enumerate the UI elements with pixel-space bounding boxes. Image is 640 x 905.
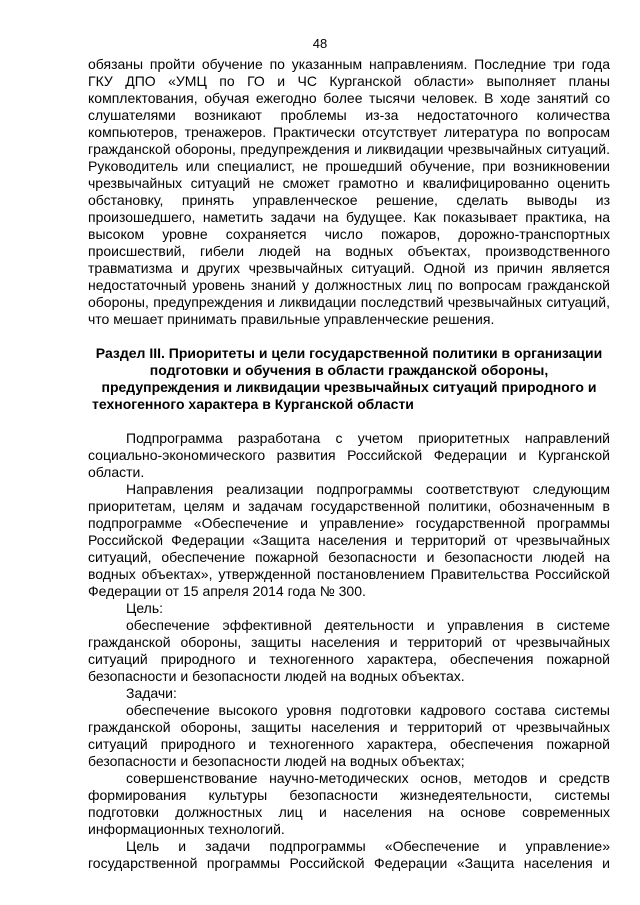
page-content bbox=[88, 56, 610, 872]
paragraph-task-1: обеспечение высокого уровня подготовки кадрового состава системы гражданской обороны, защиты населения и территорий от чрезвычайных ситуаций природного и техногенного характера, обеспечения пожарной безопасности и безопасности людей на водных объектах; bbox=[88, 702, 610, 769]
paragraph-goal-tasks-continuation: Цель и задачи подпрограммы «Обеспечение и управление» государственной программы Российской Федерации «Защита населения и bbox=[88, 838, 610, 871]
section-heading: Раздел III. Приоритеты и цели государственной политики в организации подготовки и обучения в области гражданской обороны, предупреждения и ликвидации чрезвычайных ситуаций природного и техногенного характера в Курганской области bbox=[92, 345, 603, 412]
paragraph-task-2: совершенствование научно-методических основ, методов и средств формирования культуры безопасности жизнедеятельности, системы подготовки должностных лиц и населения на основе современных информационных технологий. bbox=[88, 770, 610, 837]
paragraph-subprogram-basis: Подпрограмма разработана с учетом приоритетных направлений социально-экономического развития Российской Федерации и Курганской области. bbox=[88, 430, 610, 480]
paragraph-goal: обеспечение эффективной деятельности и управления в системе гражданской обороны, защиты населения и территорий от чрезвычайных ситуаций природного и техногенного характера, обеспечения пожарной безопасности и безопасности людей на водных объектах. bbox=[88, 617, 610, 684]
paragraph-intro-continuation: обязаны пройти обучение по указанным направлениям. Последние три года ГКУ ДПО «УМЦ по ГО и ЧС Курганской области» выполняет планы комплектования, обучая ежегодно более тысячи человек. В ходе занятий со слушателями возникают проблемы из-за недостаточного количества компьютеров, тренажеров. Практически отсутствует литература по вопросам гражданской обороны, предупреждения и ликвидации чрезвычайных ситуаций. Руководитель или специалист, не прошедший обучение, при возникновении чрезвычайных ситуаций не сможет грамотно и квалифицированно оценить обстановку, принять управленческое решение, сделать выводы из произошедшего, наметить задачи на будущее. Как показывает практика, на высоком уровне сохраняется число пожаров, дорожно-транспортных происшествий, гибели людей на водных объектах, производственного травматизма и других чрезвычайных ситуаций. Одной из причин является недостаточный уровень знаний у должностных лиц по вопросам гражданской обороны, предупреждения и ликвидации последствий чрезвычайных ситуаций, что мешает принимать правильные управленческие решения. bbox=[88, 56, 610, 327]
label-goal: Цель: bbox=[126, 600, 164, 616]
paragraph-directions: Направления реализации подпрограммы соответствуют следующим приоритетам, целям и задачам государственной политики, обозначенным в подпрограмме «Обеспечение и управление» государственной программы Российской Федерации «Защита населения и территорий от чрезвычайных ситуаций, обеспечение пожарной безопасности и безопасности людей на водных объектах», утвержденной постановлением Правительства Российской Федерации от 15 апреля 2014 года № 300. bbox=[88, 481, 610, 599]
label-tasks: Задачи: bbox=[126, 685, 177, 701]
page-number: 48 bbox=[312, 36, 328, 51]
